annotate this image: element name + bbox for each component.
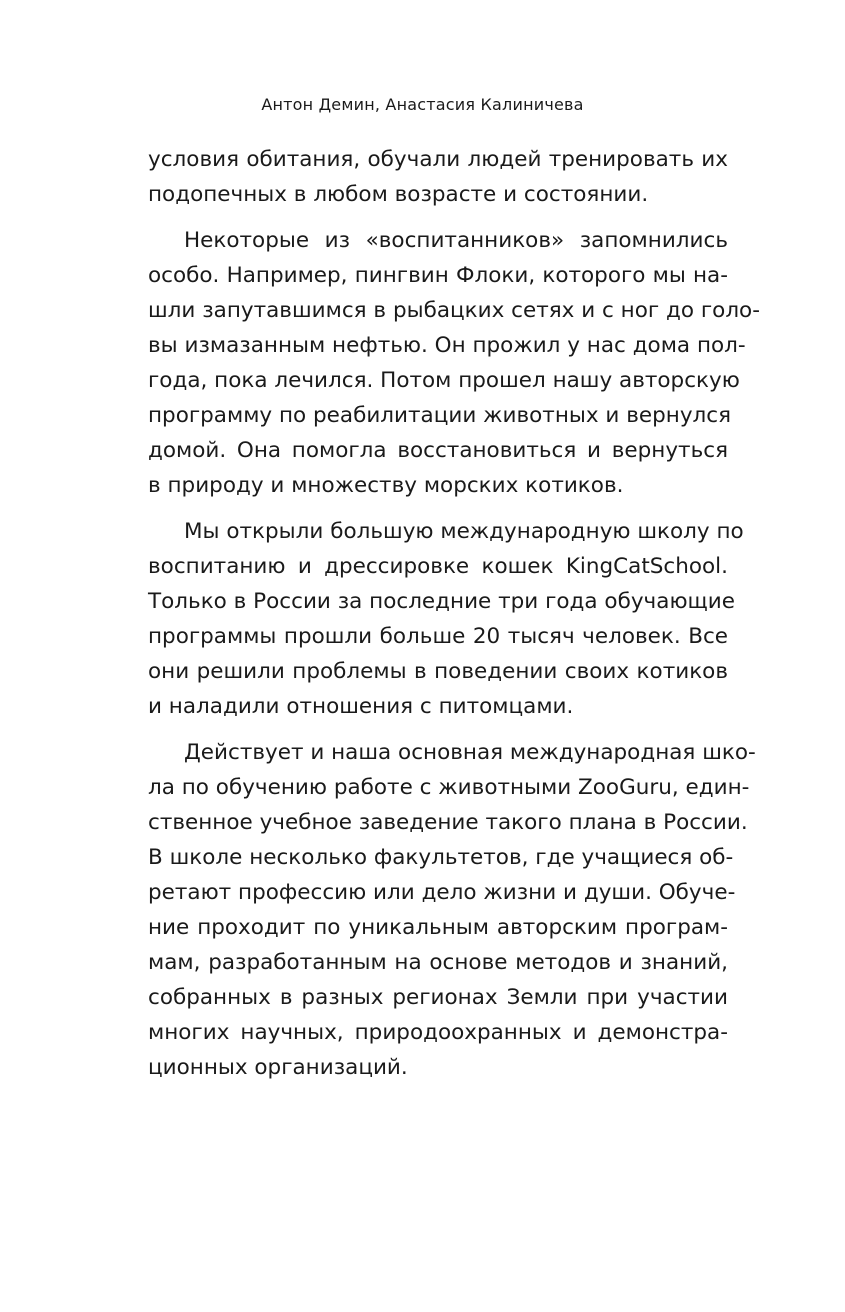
text-line: Только в России за последние три года обучающие bbox=[148, 589, 735, 614]
text-line: мам, разработанным на основе методов и знаний, bbox=[148, 950, 728, 975]
text-line: ретают профессию или дело жизни и души. Обуче- bbox=[148, 880, 736, 905]
text-line: ционных организаций. bbox=[148, 1055, 408, 1080]
paragraph bbox=[148, 514, 744, 724]
text-line: домой. Она помогла восстановиться и вернуться bbox=[148, 438, 728, 463]
paragraph bbox=[148, 142, 728, 212]
text-line: Действует и наша основная международная шко- bbox=[184, 740, 756, 765]
text-line: собранных в разных регионах Земли при участии bbox=[148, 985, 728, 1010]
text-line: они решили проблемы в поведении своих котиков bbox=[148, 659, 728, 684]
text-line: В школе несколько факультетов, где учащиеся об- bbox=[148, 845, 734, 870]
paragraph bbox=[148, 735, 756, 1085]
text-line: в природу и множеству морских котиков. bbox=[148, 473, 624, 498]
text-line: Некоторые из «воспитанников» запомнились bbox=[184, 228, 728, 253]
text-line: ние проходит по уникальным авторским програм- bbox=[148, 915, 728, 940]
body-text bbox=[148, 142, 760, 1085]
text-line: вы измазанным нефтью. Он прожил у нас дома пол- bbox=[148, 333, 746, 358]
text-line: программы прошли больше 20 тысяч человек. Все bbox=[148, 624, 728, 649]
text-line: шли запутавшимся в рыбацких сетях и с ног до голо- bbox=[148, 298, 760, 323]
text-line: воспитанию и дрессировке кошек KingCatSchool. bbox=[148, 554, 728, 579]
running-header-authors: Антон Демин, Анастасия Калиничева bbox=[261, 95, 584, 114]
text-line: ла по обучению работе с животными ZooGuru, един- bbox=[148, 775, 750, 800]
text-line: ственное учебное заведение такого плана в России. bbox=[148, 810, 748, 835]
text-line: особо. Например, пингвин Флоки, которого мы на- bbox=[148, 263, 728, 288]
text-line: года, пока лечился. Потом прошел нашу авторскую bbox=[148, 368, 740, 393]
text-line: условия обитания, обучали людей тренировать их bbox=[148, 147, 728, 172]
text-line: программу по реабилитации животных и вернулся bbox=[148, 403, 732, 428]
text-line: многих научных, природоохранных и демонстра- bbox=[148, 1020, 728, 1045]
paragraph bbox=[148, 223, 760, 503]
text-line: и наладили отношения с питомцами. bbox=[148, 694, 574, 719]
text-line: подопечных в любом возрасте и состоянии. bbox=[148, 182, 649, 207]
text-line: Мы открыли большую международную школу по bbox=[184, 519, 744, 544]
